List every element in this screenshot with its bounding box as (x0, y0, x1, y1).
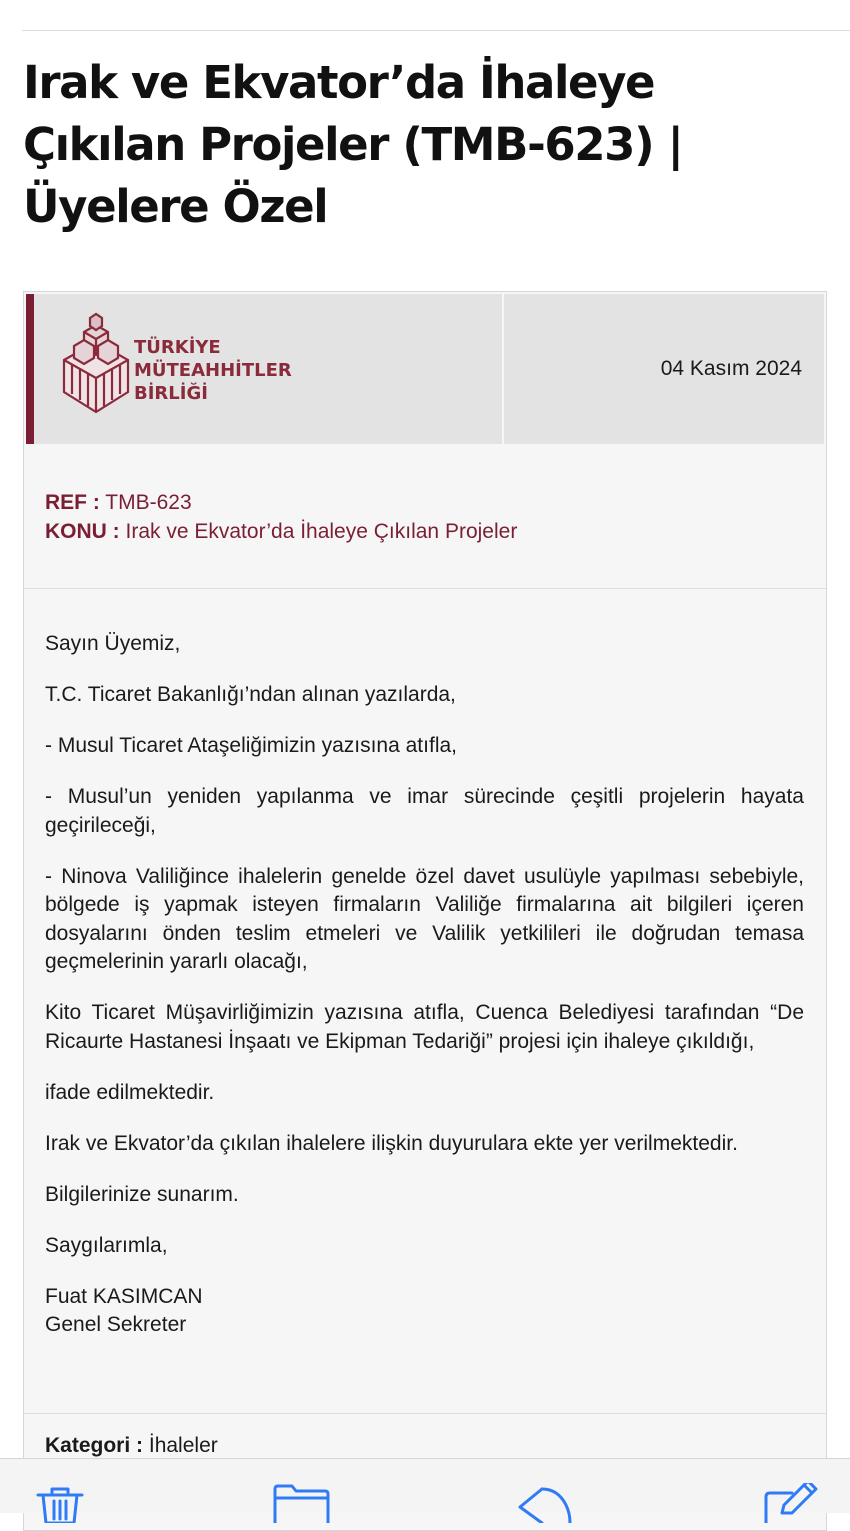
subject-line (45, 517, 517, 546)
org-name-line1: TÜRKİYE (134, 337, 221, 358)
closing: Saygılarımla, (45, 1233, 168, 1257)
body-paragraph: - Musul Ticaret Ataşeliğimizin yazısına atıfla, (45, 734, 457, 757)
category-line (45, 1434, 218, 1458)
org-name (134, 336, 292, 405)
body-paragraph: Irak ve Ekvator’da çıkılan ihalelere ilişkin duyurulara ekte yer verilmektedir. (45, 1131, 738, 1155)
move-to-folder-button[interactable] (272, 1483, 332, 1523)
letter-body (45, 630, 804, 1340)
body-paragraph: Bilgilerinize sunarım. (45, 1182, 239, 1206)
body-paragraph: - Musul’un yeniden yapılanma ve imar sürecinde çeşitli projelerin hayata geçirileceği, (45, 785, 804, 837)
signer-title: Genel Sekreter (45, 1313, 187, 1336)
delete-button[interactable] (34, 1483, 94, 1523)
signer-name: Fuat KASIMCAN (45, 1284, 203, 1308)
bottom-toolbar (0, 1458, 850, 1513)
letterhead-date-panel (504, 294, 824, 444)
folder-icon (272, 1483, 332, 1523)
letter-card (23, 291, 827, 1531)
category-value[interactable]: İhaleler (148, 1434, 218, 1457)
org-name-line2: MÜTEAHHİTLER (134, 360, 292, 381)
ref-label: REF : (45, 491, 100, 514)
ref-value: TMB-623 (105, 491, 192, 514)
subject-label: KONU : (45, 520, 120, 543)
divider (24, 588, 826, 589)
body-paragraph: - Ninova Valiliğince ihalelerin genelde özel davet usulüyle yapılması sebebiyle, bölgede iş yapmak isteyen firmaların Valiliğe firmalarına ait bilgileri içeren dosyalarını önden teslim etmeleri ve Valilik yetkilileri ile doğrudan temasa geçmelerinin yararlı olacağı, (45, 864, 804, 973)
ref-line (45, 488, 517, 517)
category-label: Kategori : (45, 1434, 144, 1457)
letter-date: 04 Kasım 2024 (660, 357, 802, 380)
trash-icon (34, 1483, 86, 1523)
org-name-line3: BİRLİĞİ (134, 383, 208, 404)
divider (24, 1413, 826, 1414)
subject-value: Irak ve Ekvator’da İhaleye Çıkılan Projeler (125, 520, 518, 543)
letterhead-logo-panel (26, 294, 502, 444)
page-title: Irak ve Ekvator’da İhaleye Çıkılan Projeler (TMB-623) | Üyelere Özel (23, 56, 683, 233)
body-paragraph: ifade edilmektedir. (45, 1080, 215, 1104)
compose-icon (762, 1483, 822, 1523)
top-divider (22, 30, 850, 31)
letterhead (24, 292, 826, 446)
greeting: Sayın Üyemiz, (45, 632, 181, 655)
body-paragraph: Kito Ticaret Müşavirliğimizin yazısına atıfla, Cuenca Belediyesi tarafından “De Ricaurte Hastanesi İnşaatı ve Ekipman Tedariği” projesi için ihaleye çıkıldığı, (45, 1001, 804, 1053)
reply-button[interactable] (514, 1483, 574, 1523)
reply-icon (514, 1483, 574, 1523)
reference-block (45, 488, 517, 546)
compose-button[interactable] (762, 1483, 822, 1523)
tmb-logo-icon (56, 312, 136, 422)
body-paragraph: T.C. Ticaret Bakanlığı’ndan alınan yazılarda, (45, 683, 456, 706)
